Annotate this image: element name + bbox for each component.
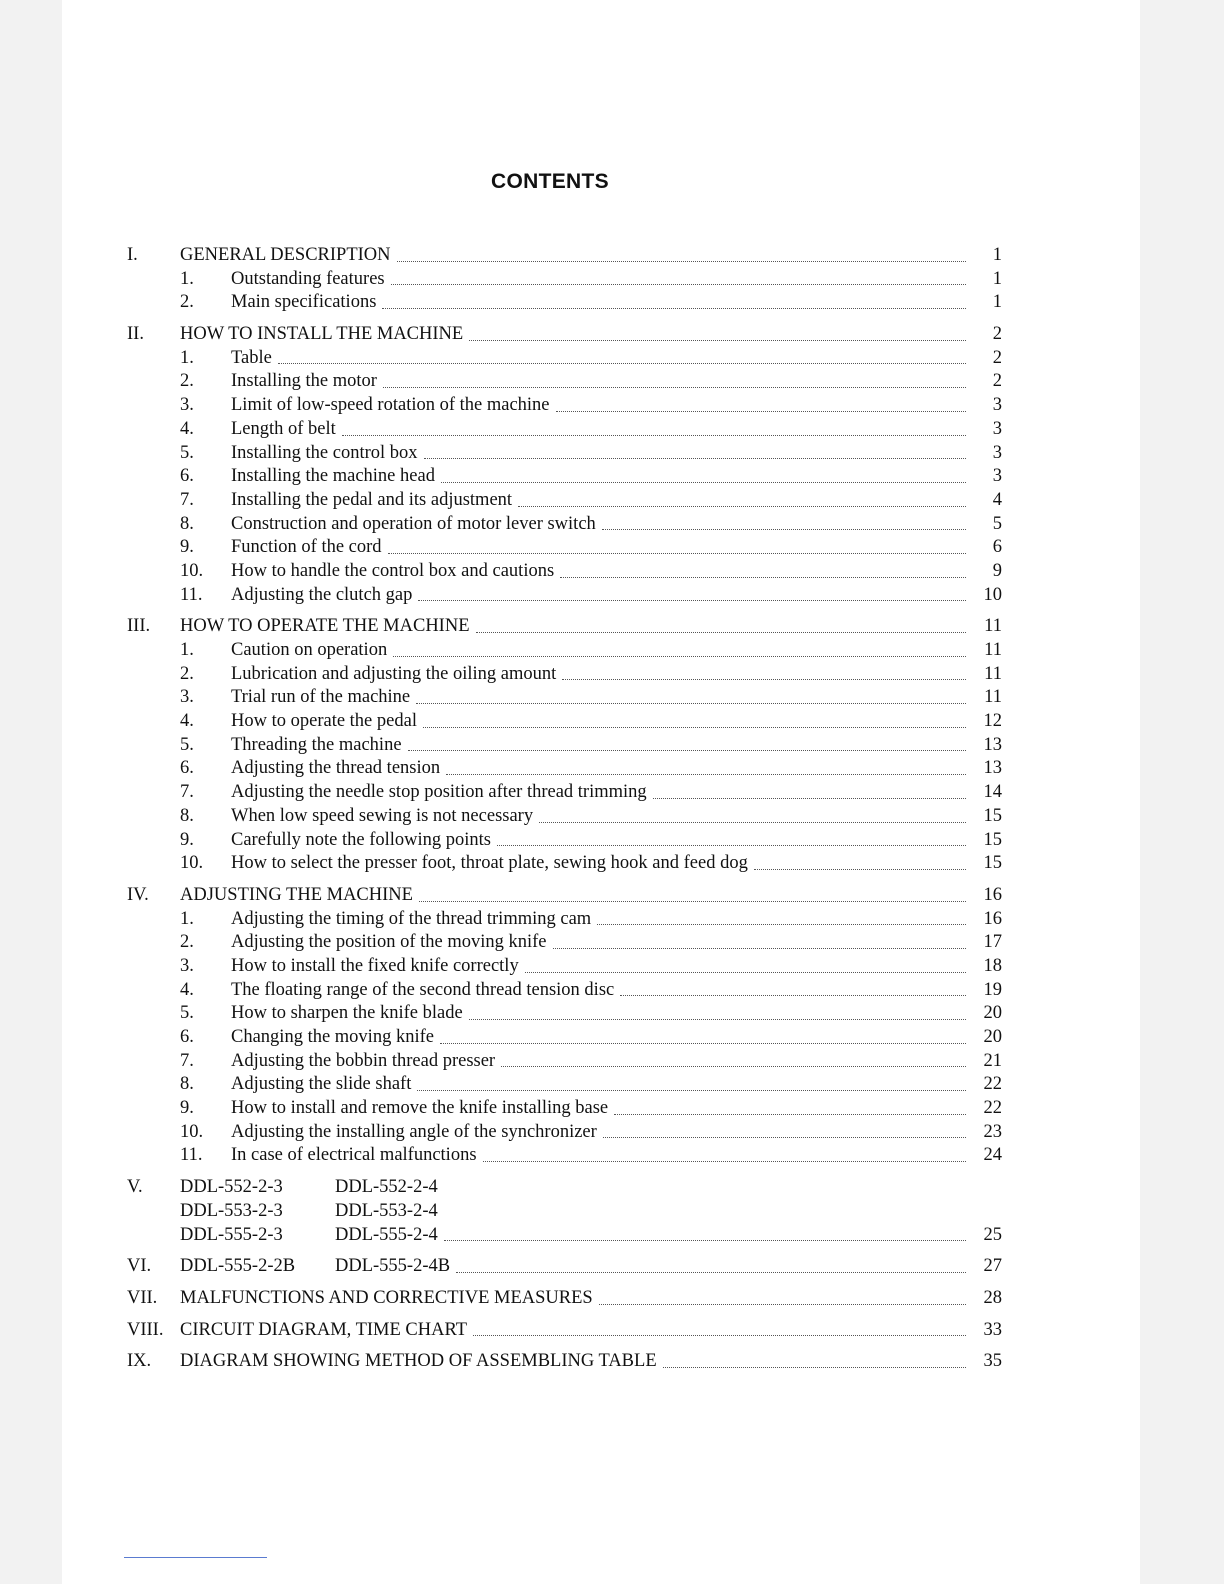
- section-title: ADJUSTING THE MACHINE: [180, 884, 413, 905]
- toc-entry[interactable]: [127, 536, 1002, 560]
- dot-leader: [423, 726, 966, 728]
- dot-leader: [754, 868, 966, 870]
- toc-entry[interactable]: [127, 489, 1002, 513]
- dot-leader: [599, 1303, 966, 1305]
- toc-entry[interactable]: [127, 442, 1002, 466]
- dot-leader: [614, 1113, 966, 1115]
- model-name: DDL-552-2-3: [180, 1177, 283, 1198]
- section-title: HOW TO OPERATE THE MACHINE: [180, 616, 470, 637]
- page-number: 1: [992, 292, 1002, 313]
- toc-entry[interactable]: [127, 560, 1002, 584]
- entry-number: 6.: [180, 466, 194, 487]
- entry-number: 10.: [180, 1121, 204, 1142]
- toc-entry[interactable]: [127, 370, 1002, 394]
- entry-number: 3.: [180, 395, 194, 416]
- entry-number: 7.: [180, 489, 194, 510]
- page-number: 3: [992, 418, 1002, 439]
- entry-number: 11.: [180, 1145, 203, 1166]
- page-number: 21: [983, 1050, 1002, 1071]
- entry-title: Lubrication and adjusting the oiling amount: [231, 663, 557, 684]
- entry-title: Installing the control box: [231, 442, 418, 463]
- toc-entry[interactable]: [127, 1073, 1002, 1097]
- entry-number: 2.: [180, 292, 194, 313]
- section-title: GENERAL DESCRIPTION: [180, 245, 391, 265]
- entry-number: 2.: [180, 371, 194, 392]
- entry-number: 11.: [180, 584, 203, 605]
- page-number: 10: [983, 584, 1002, 605]
- dot-leader: [525, 971, 966, 973]
- toc-entry[interactable]: [127, 908, 1002, 932]
- dot-leader: [397, 260, 966, 262]
- entry-title: Adjusting the clutch gap: [231, 584, 413, 605]
- section-number: III.: [127, 616, 151, 637]
- toc-entry[interactable]: [127, 584, 1002, 608]
- section-title: MALFUNCTIONS AND CORRECTIVE MEASURES: [180, 1287, 593, 1308]
- entry-number: 2.: [180, 932, 194, 953]
- dot-leader: [602, 528, 966, 530]
- toc-entry[interactable]: [127, 781, 1002, 805]
- entry-number: 5.: [180, 442, 194, 463]
- dot-leader: [518, 505, 966, 507]
- entry-title: Adjusting the installing angle of the synchronizer: [231, 1121, 597, 1142]
- toc-section-heading[interactable]: [127, 1176, 1002, 1200]
- toc-section-heading[interactable]: [127, 1319, 1002, 1343]
- entry-number: 4.: [180, 418, 194, 439]
- entry-title: Adjusting the slide shaft: [231, 1074, 412, 1095]
- toc-entry[interactable]: [127, 1002, 1002, 1026]
- toc-entry[interactable]: [127, 1144, 1002, 1168]
- model-pair: [180, 1176, 438, 1200]
- entry-title: Installing the machine head: [231, 466, 435, 487]
- page-number: 14: [983, 782, 1002, 803]
- section-number: II.: [127, 324, 144, 345]
- model-row: [127, 1200, 1002, 1224]
- toc-entry[interactable]: [127, 418, 1002, 442]
- toc-section: [127, 323, 1002, 607]
- entry-number: 6.: [180, 758, 194, 779]
- dot-leader: [456, 1271, 966, 1273]
- page-number: 1: [992, 245, 1002, 265]
- toc-entry[interactable]: [127, 663, 1002, 687]
- dot-leader: [441, 481, 966, 483]
- entry-number: 5.: [180, 734, 194, 755]
- toc-entry[interactable]: [127, 347, 1002, 371]
- page-number: 24: [983, 1145, 1002, 1166]
- toc-entry[interactable]: [127, 852, 1002, 876]
- entry-title: Threading the machine: [231, 734, 402, 755]
- toc-entry[interactable]: [127, 465, 1002, 489]
- toc-section-heading[interactable]: [127, 323, 1002, 347]
- entry-number: 8.: [180, 513, 194, 534]
- entry-number: 10.: [180, 560, 204, 581]
- model-name: DDL-555-2-2B: [180, 1256, 296, 1277]
- entry-number: 6.: [180, 1027, 194, 1047]
- dot-leader: [393, 655, 966, 657]
- page-number: 11: [984, 616, 1002, 637]
- toc-section-heading[interactable]: [127, 1350, 1002, 1374]
- dot-leader: [476, 631, 967, 633]
- entry-number: 3.: [180, 955, 194, 976]
- page-number: 15: [983, 829, 1002, 850]
- toc-entry[interactable]: [127, 710, 1002, 734]
- dot-leader: [417, 1089, 966, 1091]
- dot-leader: [278, 362, 966, 364]
- toc-entry[interactable]: [127, 1050, 1002, 1074]
- dot-leader: [469, 339, 966, 341]
- dot-leader: [469, 1018, 966, 1020]
- section-title: DIAGRAM SHOWING METHOD OF ASSEMBLING TABLE: [180, 1351, 657, 1372]
- page-number: 13: [983, 734, 1002, 755]
- entry-number: 1.: [180, 268, 194, 289]
- toc-section-heading[interactable]: [127, 1255, 1002, 1279]
- dot-leader: [424, 457, 966, 459]
- entry-title: Limit of low-speed rotation of the machine: [231, 395, 550, 416]
- entry-number: 5.: [180, 1003, 194, 1024]
- entry-title: Adjusting the thread tension: [231, 758, 441, 779]
- entry-number: 2.: [180, 663, 194, 684]
- entry-title: The floating range of the second thread tension disc: [231, 979, 615, 1000]
- section-title: CIRCUIT DIAGRAM, TIME CHART: [180, 1319, 468, 1340]
- entry-title: Main specifications: [231, 292, 377, 313]
- section-number: IV.: [127, 884, 149, 905]
- toc-section: [127, 1287, 1002, 1311]
- page-number: 13: [983, 758, 1002, 779]
- toc-section: [127, 1319, 1002, 1343]
- entry-number: 9.: [180, 829, 194, 850]
- dot-leader: [556, 410, 966, 412]
- entry-title: How to sharpen the knife blade: [231, 1003, 463, 1024]
- page-number: 11: [984, 687, 1002, 708]
- entry-title: Installing the motor: [231, 371, 377, 392]
- model-name: DDL-553-2-4: [335, 1200, 438, 1221]
- entry-number: 9.: [180, 537, 194, 558]
- entry-title: Adjusting the bobbin thread presser: [231, 1050, 496, 1071]
- toc-entry[interactable]: [127, 639, 1002, 663]
- entry-title: Adjusting the needle stop position after thread trimming: [231, 782, 647, 803]
- page-number: 33: [983, 1319, 1002, 1340]
- toc-section: [127, 244, 1002, 315]
- entry-number: 4.: [180, 711, 194, 732]
- entry-number: 1.: [180, 908, 194, 929]
- entry-number: 7.: [180, 1050, 194, 1071]
- section-number: VII.: [127, 1287, 158, 1308]
- toc-entry[interactable]: [127, 979, 1002, 1003]
- model-name: DDL-555-2-3: [180, 1224, 283, 1245]
- dot-leader: [560, 576, 966, 578]
- page-number: 2: [992, 324, 1002, 345]
- entry-title: Table: [231, 347, 272, 368]
- toc-section: [127, 884, 1002, 1168]
- dot-leader: [562, 678, 966, 680]
- dot-leader: [663, 1366, 966, 1368]
- toc-section: [127, 615, 1002, 876]
- page-number: 19: [983, 979, 1002, 1000]
- dot-leader: [416, 702, 966, 704]
- model-name: DDL-555-2-4B: [335, 1256, 451, 1277]
- page-number: 18: [983, 955, 1002, 976]
- dot-leader: [620, 994, 966, 996]
- page-number: 16: [983, 908, 1002, 929]
- page-number: 9: [992, 560, 1002, 581]
- dot-leader: [446, 773, 966, 775]
- model-row[interactable]: [127, 1224, 1002, 1248]
- page-number: 12: [983, 711, 1002, 732]
- entry-title: How to install and remove the knife installing base: [231, 1098, 609, 1119]
- model-name: DDL-555-2-4: [335, 1224, 438, 1245]
- dot-leader: [342, 434, 966, 436]
- section-title: HOW TO INSTALL THE MACHINE: [180, 324, 464, 345]
- page-number: 17: [983, 932, 1002, 953]
- entry-title: How to select the presser foot, throat plate, sewing hook and feed dog: [231, 853, 748, 874]
- entry-number: 7.: [180, 782, 194, 803]
- section-number: IX.: [127, 1351, 152, 1372]
- toc-section-heading[interactable]: [127, 244, 1002, 268]
- section-number: VIII.: [127, 1319, 164, 1340]
- page-number: 2: [992, 347, 1002, 368]
- page-number: 3: [992, 395, 1002, 416]
- model-pair: [180, 1255, 450, 1279]
- dot-leader: [444, 1239, 966, 1241]
- page-title: CONTENTS: [491, 170, 609, 193]
- dot-leader: [603, 1136, 966, 1138]
- dot-leader: [553, 947, 966, 949]
- entry-number: 3.: [180, 687, 194, 708]
- section-number: VI.: [127, 1256, 152, 1277]
- entry-title: How to install the fixed knife correctly: [231, 955, 519, 976]
- entry-title: Trial run of the machine: [231, 687, 411, 708]
- page-number: 16: [983, 884, 1002, 905]
- entry-title: When low speed sewing is not necessary: [231, 805, 534, 826]
- toc-entry[interactable]: [127, 268, 1002, 292]
- toc-entry[interactable]: [127, 1026, 1002, 1050]
- entry-title: How to handle the control box and cautions: [231, 560, 555, 581]
- toc-entry[interactable]: [127, 394, 1002, 418]
- entry-number: 1.: [180, 640, 194, 660]
- entry-title: Adjusting the position of the moving knife: [231, 932, 547, 953]
- entry-title: Caution on operation: [231, 640, 388, 660]
- page-number: 6: [992, 537, 1002, 558]
- entry-title: Changing the moving knife: [231, 1027, 434, 1047]
- toc-section-heading[interactable]: [127, 884, 1002, 908]
- page-number: 3: [992, 466, 1002, 487]
- model-pair: [180, 1200, 438, 1224]
- toc-entry[interactable]: [127, 734, 1002, 758]
- toc-entry[interactable]: [127, 1097, 1002, 1121]
- dot-leader: [391, 283, 966, 285]
- dot-leader: [408, 749, 966, 751]
- toc-entry[interactable]: [127, 829, 1002, 853]
- page-number: 4: [992, 489, 1002, 510]
- toc-entry[interactable]: [127, 291, 1002, 315]
- entry-title: Adjusting the timing of the thread trimming cam: [231, 908, 592, 929]
- dot-leader: [653, 797, 966, 799]
- toc-section: [127, 1255, 1002, 1279]
- entry-number: 10.: [180, 853, 204, 874]
- toc-entry[interactable]: [127, 1121, 1002, 1145]
- page-number: 5: [992, 513, 1002, 534]
- dot-leader: [440, 1042, 966, 1044]
- dot-leader: [483, 1160, 966, 1162]
- entry-title: Carefully note the following points: [231, 829, 491, 850]
- dot-leader: [419, 900, 966, 902]
- toc-section-heading[interactable]: [127, 1287, 1002, 1311]
- section-number: I.: [127, 245, 138, 265]
- entry-number: 4.: [180, 979, 194, 1000]
- page-number: 2: [992, 371, 1002, 392]
- entry-title: Function of the cord: [231, 537, 382, 558]
- table-of-contents: [127, 244, 1002, 1382]
- entry-title: Length of belt: [231, 418, 336, 439]
- page-number: 3: [992, 442, 1002, 463]
- entry-title: How to operate the pedal: [231, 711, 417, 732]
- model-pair: [180, 1224, 438, 1248]
- dot-leader: [501, 1065, 966, 1067]
- footer-rule: [124, 1557, 267, 1558]
- page-number: 11: [984, 663, 1002, 684]
- toc-section-models: [127, 1176, 1002, 1247]
- entry-title: In case of electrical malfunctions: [231, 1145, 477, 1166]
- page-number: 35: [983, 1351, 1002, 1372]
- entry-number: 1.: [180, 347, 194, 368]
- section-number: V.: [127, 1177, 143, 1198]
- toc-section: [127, 1350, 1002, 1374]
- dot-leader: [382, 307, 966, 309]
- entry-title: Outstanding features: [231, 268, 385, 289]
- page-number: 27: [983, 1256, 1002, 1277]
- toc-entry[interactable]: [127, 686, 1002, 710]
- page-number: 20: [983, 1027, 1002, 1047]
- dot-leader: [418, 599, 966, 601]
- dot-leader: [473, 1334, 966, 1336]
- page-number: 28: [983, 1287, 1002, 1308]
- entry-number: 8.: [180, 805, 194, 826]
- page-number: 22: [983, 1098, 1002, 1119]
- model-name: DDL-553-2-3: [180, 1200, 283, 1221]
- toc-entry[interactable]: [127, 513, 1002, 537]
- dot-leader: [383, 386, 966, 388]
- page-number: 25: [983, 1224, 1002, 1245]
- entry-title: Construction and operation of motor lever switch: [231, 513, 596, 534]
- dot-leader: [539, 821, 966, 823]
- page-number: 1: [992, 268, 1002, 289]
- entry-number: 8.: [180, 1074, 194, 1095]
- entry-number: 9.: [180, 1098, 194, 1119]
- toc-entry[interactable]: [127, 805, 1002, 829]
- toc-entry[interactable]: [127, 757, 1002, 781]
- toc-entry[interactable]: [127, 931, 1002, 955]
- dot-leader: [388, 552, 966, 554]
- dot-leader: [497, 844, 966, 846]
- toc-entry[interactable]: [127, 955, 1002, 979]
- model-name: DDL-552-2-4: [335, 1177, 438, 1198]
- page-number: 15: [983, 805, 1002, 826]
- dot-leader: [597, 923, 966, 925]
- page-number: 20: [983, 1003, 1002, 1024]
- page-number: 11: [984, 640, 1002, 660]
- page-number: 15: [983, 853, 1002, 874]
- entry-title: Installing the pedal and its adjustment: [231, 489, 513, 510]
- toc-section-heading[interactable]: [127, 615, 1002, 639]
- page-number: 22: [983, 1074, 1002, 1095]
- page-number: 23: [983, 1121, 1002, 1142]
